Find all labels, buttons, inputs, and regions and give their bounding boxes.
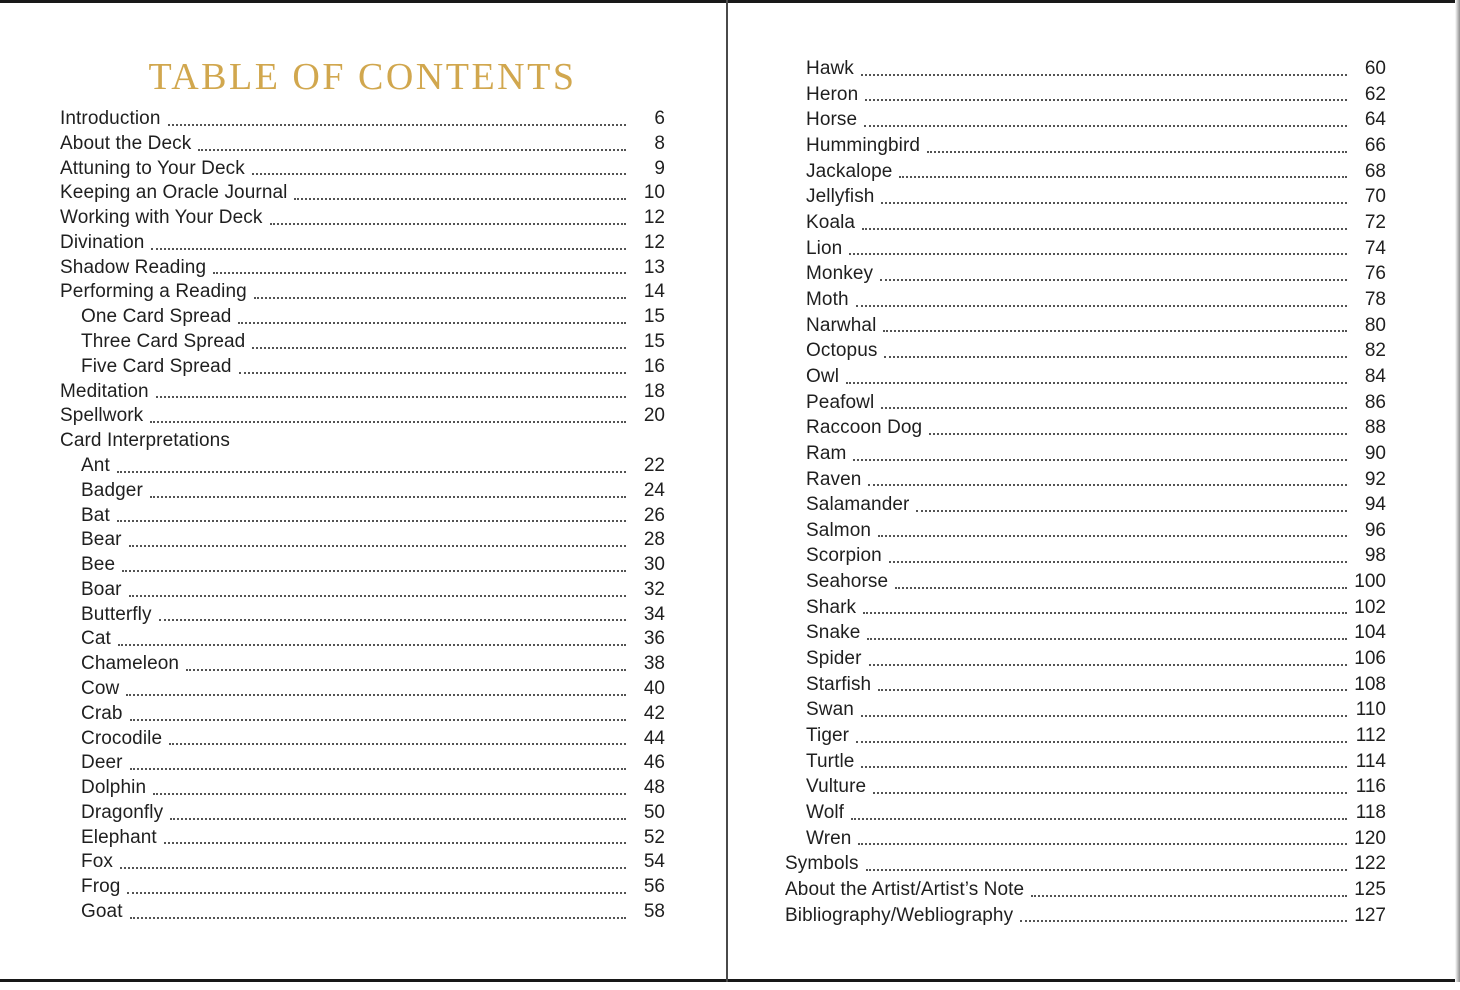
toc-entry-label: Scorpion (806, 545, 882, 567)
toc-entry-page: 98 (1364, 545, 1386, 567)
toc-entry (60, 826, 665, 851)
page-bottom-border (0, 979, 1460, 982)
toc-entry (785, 390, 1386, 416)
toc-entry-label: Elephant (81, 826, 157, 848)
dotted-leader (159, 603, 626, 622)
toc-entry-label: Ram (806, 442, 847, 464)
dotted-leader (878, 518, 1347, 538)
toc-entry (785, 338, 1386, 364)
dotted-leader (881, 184, 1347, 204)
toc-entry-page: 84 (1364, 365, 1386, 387)
dotted-leader (869, 646, 1347, 666)
dotted-leader (127, 875, 626, 894)
toc-entry (60, 479, 665, 504)
toc-entry-label: Raccoon Dog (806, 417, 923, 439)
dotted-leader (1031, 877, 1347, 897)
toc-entry-page: 42 (643, 702, 665, 724)
toc-entry-label: Goat (81, 901, 123, 922)
dotted-leader (198, 132, 626, 151)
dotted-leader (862, 210, 1347, 230)
toc-entry-label: Frog (81, 876, 121, 898)
toc-entry-label: Crocodile (81, 727, 163, 749)
toc-entry (785, 82, 1386, 108)
toc-entry-page: 50 (643, 801, 665, 823)
toc-entry (785, 620, 1386, 646)
toc-entry-label: Snake (806, 622, 861, 644)
dotted-leader (861, 697, 1347, 717)
toc-entry (60, 652, 665, 677)
toc-entry-label: Badger (81, 479, 143, 501)
toc-entry-label: Bibliography/Webliography (785, 904, 1014, 926)
toc-entry-page: 14 (643, 281, 665, 303)
toc-entry (60, 727, 665, 752)
toc-entry-page: 8 (654, 132, 665, 154)
toc-entry (60, 454, 665, 479)
toc-entry (785, 518, 1386, 544)
dotted-leader (889, 543, 1347, 563)
dotted-leader (916, 492, 1347, 512)
toc-entry-page: 40 (643, 677, 665, 699)
toc-entry-label: Hawk (806, 58, 854, 79)
toc-entry-page: 20 (643, 405, 665, 427)
toc-entry (60, 751, 665, 776)
dotted-leader (252, 157, 626, 176)
toc-entry-label: About the Deck (60, 132, 192, 154)
toc-entry-page: 102 (1354, 596, 1386, 618)
right-page-toc-list (785, 56, 1386, 928)
toc-entry-page: 34 (643, 603, 665, 625)
toc-entry (60, 280, 665, 305)
toc-entry (60, 231, 665, 256)
dotted-leader (883, 313, 1347, 333)
dotted-leader (130, 751, 626, 770)
toc-entry (60, 850, 665, 875)
toc-entry-page: 22 (643, 454, 665, 476)
toc-entry (60, 157, 665, 182)
dotted-leader (856, 287, 1347, 307)
toc-entry (60, 380, 665, 405)
toc-entry-page: 56 (643, 876, 665, 898)
toc-entry-page: 82 (1364, 340, 1386, 362)
toc-entry (785, 800, 1386, 826)
dotted-leader (254, 280, 626, 299)
dotted-leader (151, 231, 626, 250)
toc-entry-label: Salamander (806, 494, 910, 516)
toc-entry-page: 80 (1364, 314, 1386, 336)
toc-entry (785, 236, 1386, 262)
toc-entry-page: 100 (1354, 571, 1386, 593)
toc-entry-page: 92 (1364, 468, 1386, 490)
dotted-leader (170, 801, 626, 820)
toc-entry-page: 86 (1364, 391, 1386, 413)
dotted-leader (252, 330, 626, 349)
toc-entry (785, 877, 1386, 903)
toc-entry (60, 875, 665, 900)
toc-entry-label: Keeping an Oracle Journal (60, 182, 288, 204)
toc-entry (60, 305, 665, 330)
toc-entry-label: Peafowl (806, 391, 875, 413)
page-top-border (0, 0, 1460, 3)
toc-entry-label: Bat (81, 504, 110, 526)
toc-entry (60, 355, 665, 380)
toc-entry-label: Swan (806, 699, 854, 721)
toc-entry-label: Spellwork (60, 405, 144, 427)
toc-entry-label: Spider (806, 648, 862, 670)
toc-entry-label: Performing a Reading (60, 281, 247, 303)
dotted-leader (868, 467, 1347, 487)
dotted-leader (851, 800, 1347, 820)
toc-entry-label: Narwhal (806, 314, 877, 336)
toc-entry (60, 181, 665, 206)
toc-entry (785, 184, 1386, 210)
dotted-leader (186, 652, 626, 671)
dotted-leader (118, 627, 626, 646)
dotted-leader (846, 364, 1347, 384)
dotted-leader (129, 578, 626, 597)
dotted-leader (880, 261, 1347, 281)
toc-entry (60, 528, 665, 553)
toc-entry-label: Fox (81, 851, 113, 873)
dotted-leader (130, 900, 626, 919)
toc-entry-label: Shadow Reading (60, 256, 207, 278)
toc-entry (785, 364, 1386, 390)
dotted-leader (1020, 903, 1347, 923)
dotted-leader (270, 206, 627, 225)
toc-entry (60, 900, 665, 925)
toc-entry-label: Cat (81, 628, 111, 650)
toc-entry-page: 13 (643, 256, 665, 278)
toc-entry-page: 127 (1354, 904, 1386, 926)
dotted-leader (120, 850, 626, 869)
toc-entry-page: 118 (1355, 802, 1386, 824)
toc-entry (785, 697, 1386, 723)
toc-entry-page: 10 (643, 182, 665, 204)
toc-entry (60, 553, 665, 578)
dotted-leader (294, 181, 626, 200)
toc-entry-label: Meditation (60, 380, 149, 402)
dotted-leader (853, 441, 1347, 461)
toc-entry (785, 826, 1386, 852)
toc-entry-label: Deer (81, 752, 123, 774)
dotted-leader (164, 826, 626, 845)
dotted-leader (122, 553, 626, 572)
toc-entry-page: 54 (643, 851, 665, 873)
toc-entry-label: Seahorse (806, 571, 889, 593)
toc-entry (785, 313, 1386, 339)
toc-entry-page: 52 (643, 826, 665, 848)
toc-entry-page: 18 (643, 380, 665, 402)
dotted-leader (899, 159, 1347, 179)
toc-entry (785, 107, 1386, 133)
dotted-leader (873, 774, 1347, 794)
toc-entry-label: Owl (806, 365, 840, 387)
toc-entry-label: Bear (81, 529, 122, 551)
toc-entry-page: 46 (643, 752, 665, 774)
toc-entry-page: 88 (1364, 417, 1386, 439)
toc-entry-page: 28 (643, 529, 665, 551)
toc-entry-label: Raven (806, 468, 862, 490)
toc-entry-label: Three Card Spread (81, 331, 246, 353)
dotted-leader (867, 620, 1347, 640)
toc-entry-label: Wren (806, 827, 852, 849)
toc-entry-label: Butterfly (81, 603, 152, 625)
toc-entry-label: Horse (806, 109, 858, 131)
toc-entry-label: Koala (806, 211, 856, 233)
toc-entry-page: 15 (643, 306, 665, 328)
toc-entry-label: Turtle (806, 750, 855, 772)
toc-entry-label: Lion (806, 237, 843, 259)
toc-entry-page: 26 (643, 504, 665, 526)
dotted-leader (117, 504, 626, 523)
toc-entry-page: 36 (643, 628, 665, 650)
dotted-leader (865, 82, 1347, 102)
toc-entry (60, 132, 665, 157)
toc-entry-label: Boar (81, 578, 122, 600)
dotted-leader (117, 454, 626, 473)
toc-entry (60, 677, 665, 702)
toc-entry (60, 404, 665, 429)
dotted-leader (238, 305, 626, 324)
dotted-leader (239, 355, 626, 374)
toc-entry (60, 627, 665, 652)
toc-entry-page: 9 (654, 157, 665, 179)
dotted-leader (863, 595, 1347, 615)
toc-entry (60, 429, 665, 454)
toc-entry-page: 38 (643, 653, 665, 675)
toc-entry-label: Moth (806, 288, 849, 310)
toc-entry (785, 133, 1386, 159)
toc-entry-page: 68 (1364, 160, 1386, 182)
toc-entry-page: 122 (1354, 853, 1386, 875)
toc-entry (60, 330, 665, 355)
toc-entry (785, 569, 1386, 595)
toc-entry (785, 774, 1386, 800)
toc-entry-page: 112 (1355, 725, 1386, 747)
dotted-leader (881, 390, 1347, 410)
toc-entry (60, 256, 665, 281)
toc-entry-page: 94 (1364, 494, 1386, 516)
toc-entry-page: 64 (1364, 109, 1386, 131)
toc-entry-label: Heron (806, 83, 859, 105)
toc-entry-page: 116 (1355, 776, 1386, 798)
book-gutter-divider (726, 0, 728, 982)
toc-entry-label: Working with Your Deck (60, 207, 263, 229)
toc-entry-page: 16 (643, 355, 665, 377)
dotted-leader (866, 851, 1347, 871)
toc-entry (785, 646, 1386, 672)
toc-entry (785, 210, 1386, 236)
toc-entry-page: 70 (1364, 186, 1386, 208)
toc-entry (785, 56, 1386, 82)
toc-entry-page: 6 (654, 108, 665, 129)
toc-entry (785, 672, 1386, 698)
toc-entry-label: Starfish (806, 673, 872, 695)
toc-entry-page: 104 (1354, 622, 1386, 644)
dotted-leader (927, 133, 1347, 153)
toc-entry-page: 90 (1364, 442, 1386, 464)
dotted-leader (168, 107, 627, 126)
toc-entry (60, 504, 665, 529)
toc-entry (785, 749, 1386, 775)
toc-entry-page: 44 (643, 727, 665, 749)
toc-entry-label: Shark (806, 596, 857, 618)
toc-entry-label: Tiger (806, 725, 850, 747)
toc-entry-page: 108 (1354, 673, 1386, 695)
toc-entry (785, 903, 1386, 929)
toc-entry-label: Card Interpretations (60, 430, 230, 452)
toc-entry (60, 107, 665, 132)
toc-entry (785, 415, 1386, 441)
toc-entry-label: Salmon (806, 519, 872, 541)
toc-entry-page: 12 (643, 231, 665, 253)
dotted-leader (864, 107, 1347, 127)
toc-entry (785, 441, 1386, 467)
dotted-leader (156, 380, 626, 399)
toc-entry-page: 74 (1364, 237, 1386, 259)
toc-entry (60, 206, 665, 231)
toc-entry-label: Introduction (60, 108, 161, 129)
toc-entry-page: 58 (643, 901, 665, 922)
toc-entry-label: Dolphin (81, 777, 147, 799)
toc-entry-label: Chameleon (81, 653, 180, 675)
toc-entry-page: 30 (643, 554, 665, 576)
toc-entry (785, 723, 1386, 749)
toc-entry-label: One Card Spread (81, 306, 232, 328)
toc-entry-label: Bee (81, 554, 116, 576)
dotted-leader (150, 404, 626, 423)
dotted-leader (878, 672, 1347, 692)
toc-entry-label: Wolf (806, 802, 845, 824)
toc-entry-label: Jackalope (806, 160, 893, 182)
toc-entry-page: 66 (1364, 134, 1386, 156)
toc-entry (60, 776, 665, 801)
toc-entry (785, 467, 1386, 493)
dotted-leader (884, 338, 1347, 358)
toc-entry-page: 15 (643, 331, 665, 353)
toc-entry (60, 801, 665, 826)
toc-entry-label: Divination (60, 231, 145, 253)
toc-entry-page: 12 (643, 207, 665, 229)
dotted-leader (130, 702, 626, 721)
left-page-toc-list (60, 107, 665, 925)
toc-entry-label: Jellyfish (806, 186, 875, 208)
toc-entry (60, 578, 665, 603)
toc-entry (785, 159, 1386, 185)
dotted-leader (895, 569, 1347, 589)
toc-entry-label: Attuning to Your Deck (60, 157, 245, 179)
dotted-leader (849, 236, 1347, 256)
dotted-leader (861, 749, 1347, 769)
toc-entry-label: Symbols (785, 853, 859, 875)
toc-entry-page: 48 (643, 777, 665, 799)
dotted-leader (150, 479, 626, 498)
toc-entry-label: Crab (81, 702, 123, 724)
toc-entry-label: Vulture (806, 776, 867, 798)
toc-entry-label: Five Card Spread (81, 355, 232, 377)
toc-entry (785, 595, 1386, 621)
table-of-contents-title: TABLE OF CONTENTS (148, 56, 577, 98)
toc-entry-page: 125 (1354, 879, 1386, 900)
page-right-edge-shadow (1455, 0, 1460, 982)
toc-entry-page: 76 (1364, 263, 1386, 285)
toc-entry-page: 62 (1364, 83, 1386, 105)
toc-entry-page: 72 (1364, 211, 1386, 233)
toc-entry-page: 78 (1364, 288, 1386, 310)
toc-entry-label: Octopus (806, 340, 878, 362)
toc-entry-page: 120 (1354, 827, 1386, 849)
toc-entry-page: 106 (1354, 648, 1386, 670)
toc-entry (785, 287, 1386, 313)
dotted-leader (856, 723, 1347, 743)
toc-entry-label: Monkey (806, 263, 874, 285)
toc-entry-page: 110 (1355, 699, 1386, 721)
toc-entry-label: Hummingbird (806, 134, 921, 156)
dotted-leader (929, 415, 1347, 435)
toc-entry (785, 543, 1386, 569)
toc-entry-label: Cow (81, 677, 120, 699)
toc-entry-page: 60 (1364, 58, 1386, 79)
toc-entry-page: 114 (1355, 750, 1386, 772)
toc-entry (60, 702, 665, 727)
toc-entry-label: About the Artist/Artist’s Note (785, 879, 1025, 900)
dotted-leader (213, 256, 626, 275)
toc-entry (785, 492, 1386, 518)
toc-entry-label: Ant (81, 454, 110, 476)
toc-entry (785, 261, 1386, 287)
toc-entry-page: 96 (1364, 519, 1386, 541)
toc-entry-label: Dragonfly (81, 801, 164, 823)
toc-entry-page: 24 (643, 479, 665, 501)
toc-entry (60, 603, 665, 628)
dotted-leader (858, 826, 1347, 846)
toc-entry (785, 851, 1386, 877)
dotted-leader (861, 56, 1347, 76)
toc-entry-page: 32 (643, 578, 665, 600)
dotted-leader (153, 776, 626, 795)
dotted-leader (129, 528, 626, 547)
dotted-leader (169, 727, 626, 746)
dotted-leader (126, 677, 626, 696)
